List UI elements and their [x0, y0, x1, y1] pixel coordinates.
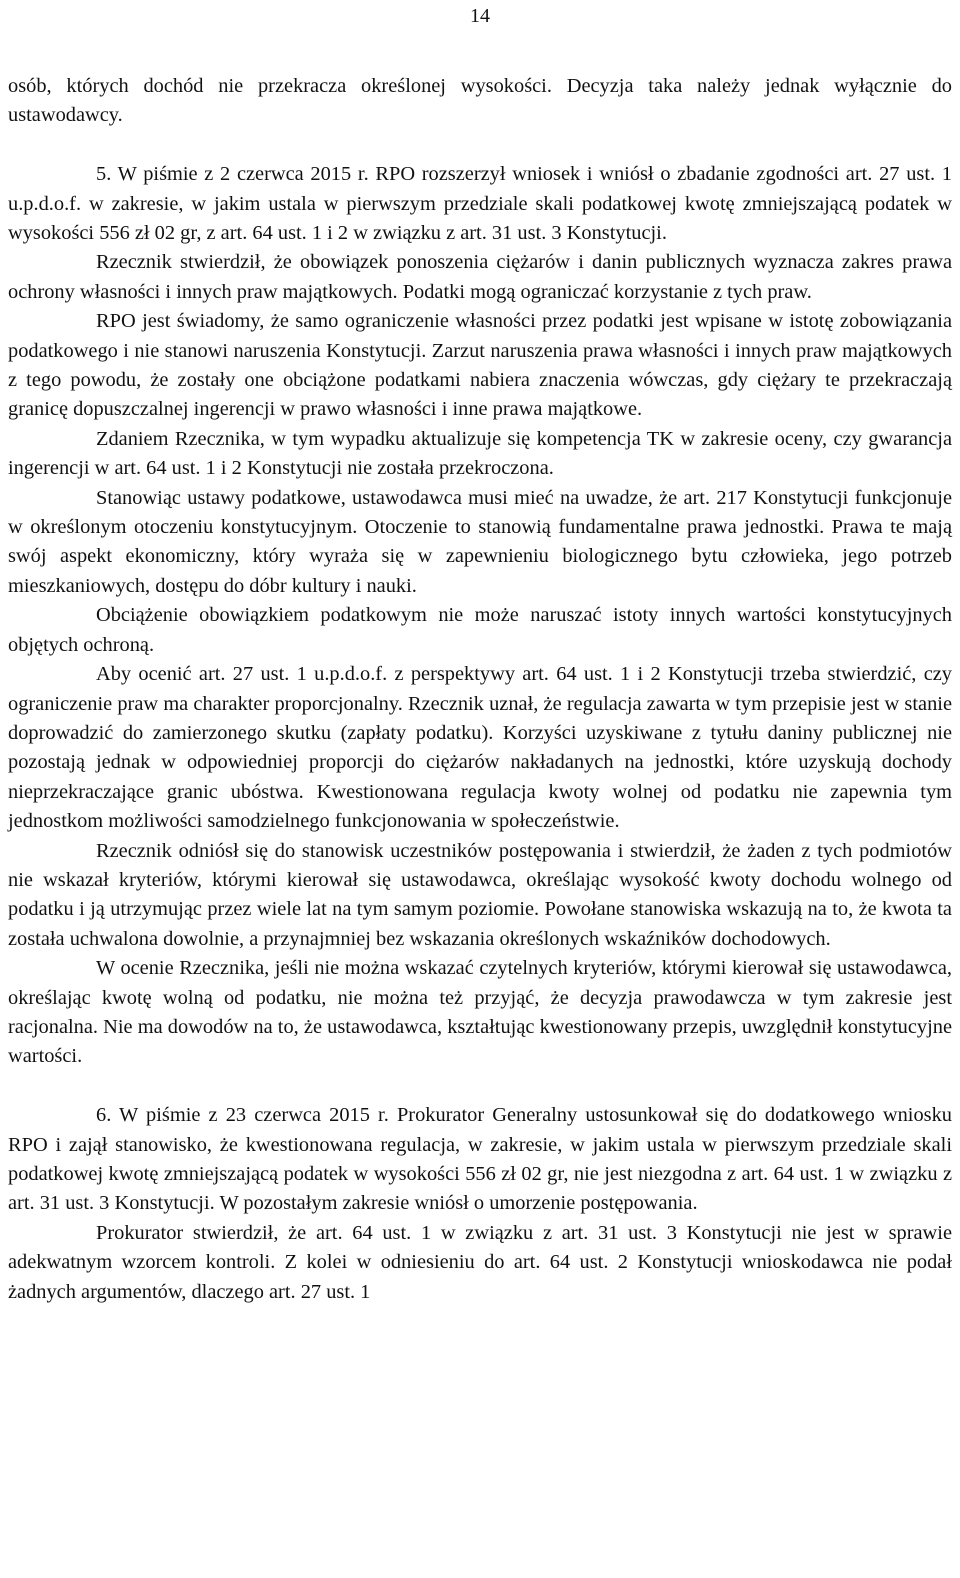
paragraph: Zdaniem Rzecznika, w tym wypadku aktualizuje się kompetencja TK w zakresie oceny, czy gwarancja ingerencji w art. 64 ust. 1 i 2 Konstytucji nie została przekroczona. [8, 427, 952, 480]
paragraph: Prokurator stwierdził, że art. 64 ust. 1 w związku z art. 31 ust. 3 Konstytucji nie jest w sprawie adekwatnym wzorcem kontroli. Z kolei w odniesieniu do art. 64 ust. 2 Konstytucji wnioskodawca nie podał żadnych argumentów, dlaczego art. 27 ust. 1 [8, 1221, 952, 1303]
paragraph-section-6: 6. W piśmie z 23 czerwca 2015 r. Prokurator Generalny ustosunkował się do dodatkowego wniosku RPO i zajął stanowisko, że kwestionowana regulacja, w zakresie, w jakim ustala w pierwszym przedziale skali podatkowej kwotę zmniejszającą podatek w wysokości 556 zł 02 gr, nie jest niezgodna z art. 64 ust. 1 w związku z art. 31 ust. 3 Konstytucji. W pozostałym zakresie wniósł o umorzenie postępowania. [8, 1104, 952, 1215]
paragraph: Aby ocenić art. 27 ust. 1 u.p.d.o.f. z perspektywy art. 64 ust. 1 i 2 Konstytucji trzeba stwierdzić, czy ograniczenie praw ma charakter proporcjonalny. Rzecznik uznał, że regulacja zawarta w tym przepisie jest w stanie doprowadzić do zamierzonego skutku (zapłaty podatku). Korzyści uzyskiwane z tytułu daniny publicznej nie pozostają jednak w odpowiedniej proporcji do ciężarów nakładanych na jednostki, które uzyskują dochody nieprzekraczające granic ubóstwa. Kwestionowana regulacja kwoty wolnej od podatku nie zapewnia tym jednostkom możliwości samodzielnego funkcjonowania w społeczeństwie. [8, 663, 952, 833]
paragraph: Rzecznik odniósł się do stanowisk uczestników postępowania i stwierdził, że żaden z tych podmiotów nie wskazał kryteriów, którymi kierował się ustawodawca, określając wysokość kwoty dochodu wolnego od podatku i ją utrzymując przez wiele lat na tym samym poziomie. Powołane stanowiska wskazują na to, że kwota ta została uchwalona dowolnie, a przynajmniej bez wskazania określonych wskaźników dochodowych. [8, 839, 952, 950]
paragraph: Stanowiąc ustawy podatkowe, ustawodawca musi mieć na uwadze, że art. 217 Konstytucji funkcjonuje w określonym otoczeniu konstytucyjnym. Otoczenie to stanowią fundamentalne prawa jednostki. Prawa te mają swój aspekt ekonomiczny, który wyraża się w zapewnieniu biologicznego bytu człowieka, jego potrzeb mieszkaniowych, dostępu do dóbr kultury i nauki. [8, 486, 952, 597]
paragraph-continuation: osób, których dochód nie przekracza określonej wysokości. Decyzja taka należy jednak wyłącznie do ustawodawcy. [8, 75, 952, 127]
paragraph: Rzecznik stwierdził, że obowiązek ponoszenia ciężarów i danin publicznych wyznacza zakres prawa ochrony własności i innych praw majątkowych. Podatki mogą ograniczać korzystanie z tych praw. [8, 251, 952, 303]
paragraph-section-5: 5. W piśmie z 2 czerwca 2015 r. RPO rozszerzył wniosek i wniósł o zbadanie zgodności art. 27 ust. 1 u.p.d.o.f. w zakresie, w jakim ustala w pierwszym przedziale skali podatkowej kwotę zmniejszającą podatek w wysokości 556 zł 02 gr, z art. 64 ust. 1 i 2 w związku z art. 31 ust. 3 Konstytucji. [8, 163, 952, 245]
paragraph: RPO jest świadomy, że samo ograniczenie własności przez podatki jest wpisane w istotę zobowiązania podatkowego i nie stanowi naruszenia Konstytucji. Zarzut naruszenia prawa własności i innych praw majątkowych z tego powodu, że zostały one obciążone podatkami nabiera znaczenia wówczas, gdy ciężary te przekraczają granicę dopuszczalnej ingerencji w prawo własności i inne prawa majątkowe. [8, 310, 952, 421]
page-number: 14 [470, 5, 490, 27]
paragraph: W ocenie Rzecznika, jeśli nie można wskazać czytelnych kryteriów, którymi kierował się ustawodawca, określając kwotę wolną od podatku, nie można też przyjąć, że decyzja prawodawcza w tym zakresie jest racjonalna. Nie ma dowodów na to, że ustawodawca, kształtując kwestionowany przepis, uwzględnił konstytucyjne wartości. [8, 957, 952, 1068]
paragraph: Obciążenie obowiązkiem podatkowym nie może naruszać istoty innych wartości konstytucyjnych objętych ochroną. [8, 604, 952, 656]
document-body [8, 72, 952, 1307]
